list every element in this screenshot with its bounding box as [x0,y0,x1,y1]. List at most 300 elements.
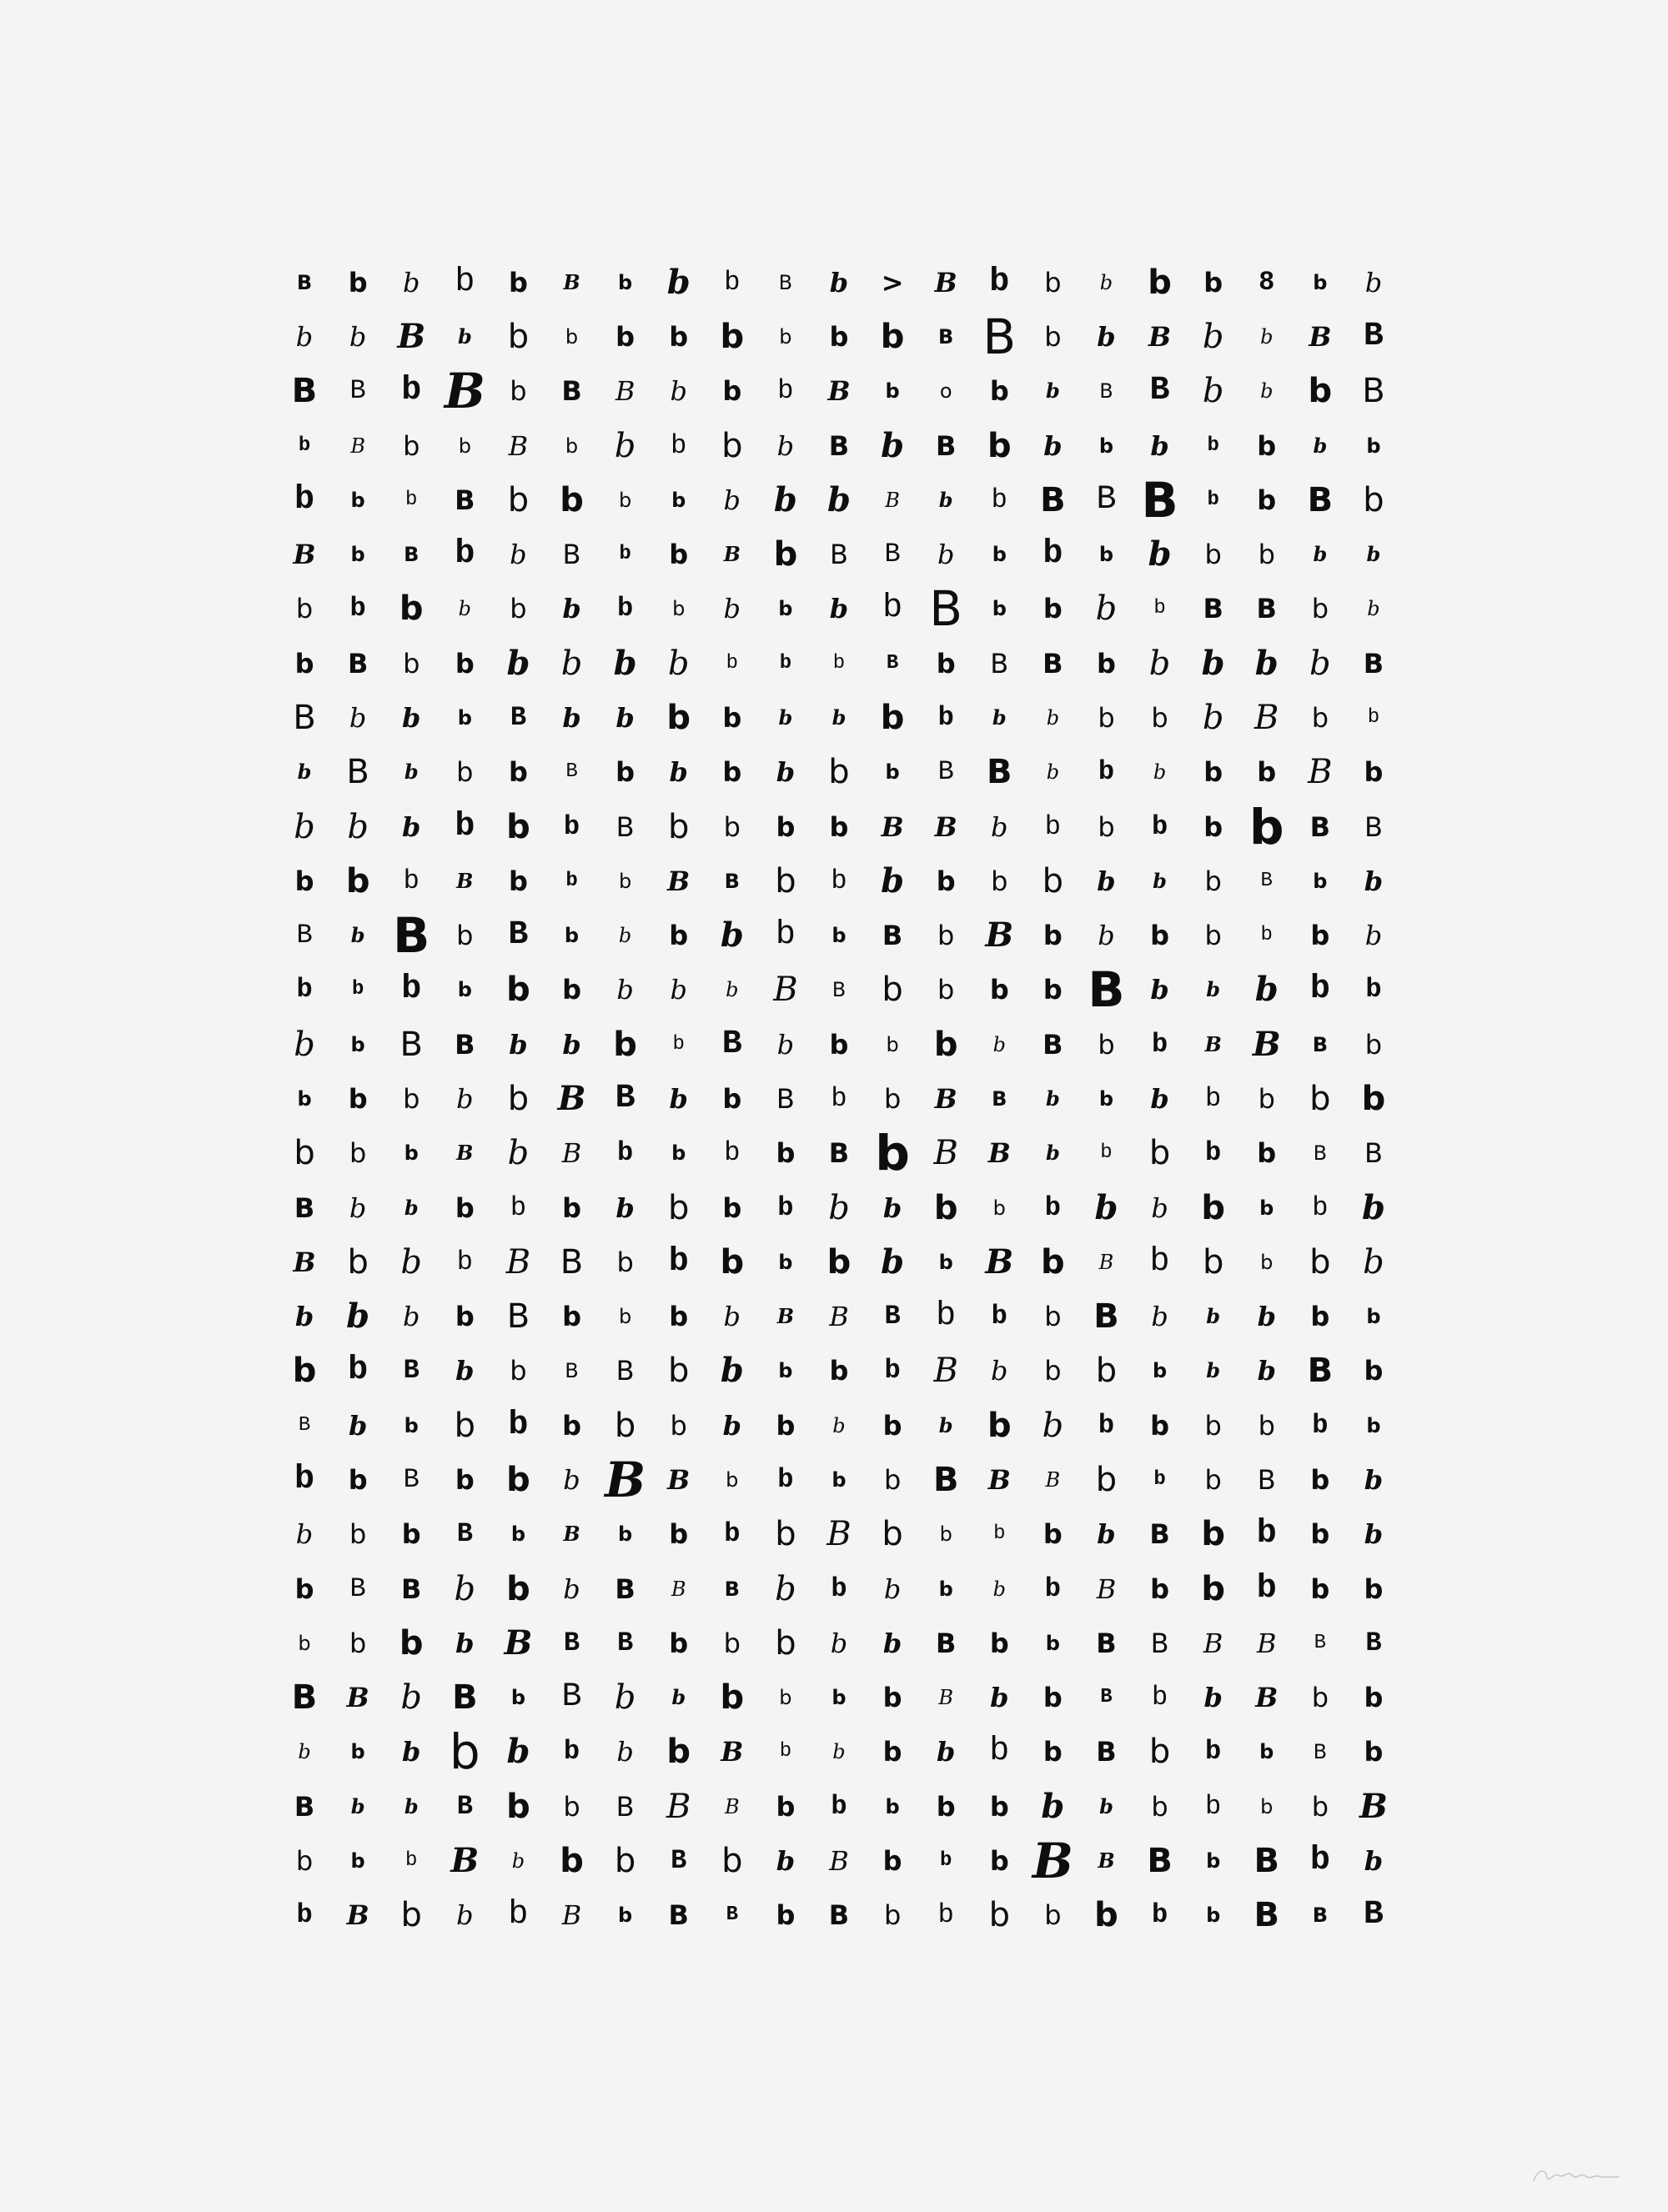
letter-glyph: B [1309,320,1332,353]
letter-glyph: b [832,1740,846,1764]
letter-glyph: B [1150,1627,1169,1659]
letter-glyph: b [672,1032,685,1056]
letter-glyph: B [1256,1627,1277,1659]
letter-glyph: b [882,1682,902,1714]
letter-glyph: b [669,1518,689,1551]
letter-glyph: b [720,1678,745,1718]
letter-glyph: b [615,756,636,789]
letter-glyph: B [615,1355,635,1387]
letter-glyph: B [1314,1631,1327,1654]
letter-glyph: b [1042,1736,1063,1768]
letter-glyph: B [561,1899,582,1932]
letter-glyph: B [987,1137,1011,1170]
letter-glyph: b [832,651,846,675]
letter-glyph: b [399,589,424,629]
letter-glyph: b [560,644,583,683]
letter-glyph: B [990,647,1009,680]
letter-glyph: b [829,1355,849,1387]
letter-glyph: b [508,266,528,298]
letter-glyph: b [1099,1793,1113,1818]
letter-glyph: b [1044,1301,1062,1333]
letter-glyph: b [294,1301,314,1333]
letter-glyph: b [562,1301,581,1333]
letter-glyph: b [724,266,741,298]
letter-glyph: B [557,1078,586,1118]
letter-glyph: b [403,647,420,680]
letter-glyph: B [393,907,430,965]
letter-glyph: B [560,1242,584,1282]
letter-glyph: b [562,1191,581,1224]
letter-glyph: B [346,1899,369,1932]
letter-glyph: b [886,1032,899,1056]
letter-glyph: B [985,915,1014,956]
letter-glyph: b [1202,317,1224,356]
letter-glyph: b [1095,1461,1118,1500]
letter-glyph: b [405,488,418,511]
letter-glyph: b [455,1464,475,1497]
letter-glyph: b [1308,372,1333,411]
letter-glyph: B [726,1904,738,1927]
letter-glyph: b [779,651,792,675]
letter-glyph: b [669,1301,689,1333]
letter-glyph: b [400,1896,422,1935]
letter-glyph: B [399,1025,423,1064]
letter-glyph: b [1257,1137,1277,1170]
letter-glyph: b [298,1740,311,1764]
letter-glyph: b [1201,1569,1225,1608]
letter-glyph: b [1310,1464,1330,1497]
letter-glyph: b [1098,701,1115,734]
letter-glyph: b [1098,1086,1114,1111]
letter-glyph: b [510,375,527,408]
letter-glyph: B [293,539,316,571]
letter-glyph: b [1151,1899,1168,1931]
letter-glyph: B [1096,1736,1117,1768]
letter-glyph: b [1258,1082,1275,1115]
letter-glyph: b [992,543,1007,567]
letter-glyph: b [1365,974,1382,1006]
letter-glyph: b [992,1577,1006,1601]
letter-glyph: b [507,1134,530,1173]
letter-glyph: B [828,429,850,462]
letter-glyph: b [668,1352,690,1391]
letter-glyph: B [929,580,963,638]
letter-glyph: b [618,1904,633,1928]
letter-glyph: b [776,1028,795,1061]
letter-glyph: b [349,1191,367,1224]
letter-glyph: b [457,978,472,1002]
letter-glyph: b [1364,1682,1384,1714]
letter-glyph: b [510,1522,526,1547]
letter-glyph: b [1152,1359,1168,1383]
letter-glyph: b [987,1406,1012,1445]
letter-glyph: b [508,1406,529,1444]
letter-glyph: b [1257,484,1277,516]
letter-glyph: b [1257,429,1277,462]
letter-glyph: b [1042,1518,1063,1551]
letter-glyph: b [1204,1464,1222,1497]
letter-glyph: b [404,1413,419,1437]
letter-glyph: b [671,429,687,461]
letter-glyph: b [1309,644,1331,683]
letter-glyph: B [505,1242,531,1282]
letter-glyph: b [989,1845,1009,1878]
letter-glyph: b [726,978,739,1002]
letter-glyph: b [778,705,793,730]
letter-glyph: B [932,1461,959,1500]
letter-glyph: b [563,1464,580,1497]
letter-glyph: B [563,269,580,294]
letter-glyph: b [507,1079,530,1118]
letter-glyph: b [672,597,686,621]
letter-glyph: b [618,488,632,512]
letter-glyph: B [1363,1896,1384,1934]
letter-glyph: b [506,1461,530,1500]
letter-glyph: B [563,1627,580,1658]
letter-glyph: b [1207,434,1219,457]
letter-glyph: b [295,1518,314,1551]
letter-glyph: b [1095,1352,1118,1391]
letter-glyph: b [720,1351,744,1391]
letter-glyph: b [670,1409,687,1442]
letter-glyph: b [1046,760,1060,785]
letter-glyph: b [1150,1572,1170,1605]
letter-glyph: b [937,701,954,733]
letter-glyph: B [508,916,529,955]
letter-glyph: B [776,1304,795,1329]
letter-glyph: b [1100,1141,1113,1165]
letter-glyph: b [614,1842,636,1881]
letter-glyph: B [935,429,957,462]
letter-glyph: B [1359,1786,1388,1826]
letter-glyph: B [1141,471,1178,529]
letter-glyph: B [605,1452,646,1509]
letter-glyph: b [1045,1631,1060,1655]
letter-glyph: b [506,1569,530,1608]
letter-glyph: b [618,270,633,294]
letter-glyph: b [831,1082,847,1114]
letter-glyph: b [350,1849,365,1873]
letter-glyph: B [565,760,578,784]
letter-glyph: B [1203,1627,1223,1659]
letter-glyph: b [668,1242,689,1281]
letter-glyph: B [562,539,581,571]
letter-glyph: B [886,651,899,675]
letter-glyph: b [1149,1242,1170,1281]
letter-glyph: b [991,865,1008,897]
letter-glyph: B [882,920,903,952]
letter-glyph: b [1204,539,1222,571]
letter-glyph: b [1312,1191,1329,1223]
letter-glyph: b [294,1134,315,1173]
letter-glyph: b [1153,597,1166,620]
letter-glyph: B [776,1082,795,1115]
letter-glyph: b [938,1250,953,1274]
letter-glyph: b [1098,810,1115,843]
letter-glyph: b [1313,869,1328,893]
letter-glyph: b [1309,1079,1331,1118]
letter-glyph: b [1148,1134,1171,1173]
letter-glyph: B [298,1413,311,1437]
letter-glyph: b [1257,1301,1276,1333]
letter-glyph: b [1364,1355,1384,1387]
letter-glyph: b [1151,810,1168,842]
letter-glyph: b [667,644,690,683]
letter-glyph: B [508,429,529,462]
letter-glyph: b [1202,1242,1224,1282]
letter-glyph: B [721,1025,742,1063]
letter-glyph: b [402,701,421,734]
letter-glyph: b [350,543,365,567]
letter-glyph: B [456,1141,474,1166]
letter-glyph: B [456,1518,473,1550]
letter-glyph: b [722,701,742,734]
letter-glyph: b [348,1464,368,1497]
letter-glyph: b [778,1250,793,1274]
letter-glyph: b [1311,1682,1329,1714]
letter-glyph: b [937,920,955,952]
letter-glyph: b [1364,1028,1383,1061]
letter-glyph: B [561,375,582,408]
letter-glyph: b [1313,542,1328,567]
letter-glyph: b [510,539,527,571]
letter-glyph: b [1310,1572,1330,1605]
letter-glyph: b [618,924,632,948]
letter-glyph: b [779,1686,792,1710]
letter-glyph: b [1150,920,1170,952]
letter-glyph: b [1204,865,1222,897]
letter-glyph: b [295,1845,314,1878]
letter-glyph: b [401,971,422,1009]
letter-glyph: B [615,1079,636,1117]
letter-glyph: B [666,1787,691,1826]
letter-glyph: b [1150,429,1169,462]
letter-glyph: b [882,1409,902,1442]
letter-glyph: b [777,1464,794,1496]
letter-glyph: B [884,539,901,570]
letter-glyph: b [618,869,632,893]
letter-glyph: b [671,1685,686,1710]
letter-glyph: b [1311,701,1329,734]
letter-glyph: B [1040,480,1066,519]
letter-glyph: B [778,270,793,294]
letter-glyph: b [1042,1406,1064,1445]
letter-glyph: b [454,1569,476,1608]
letter-glyph: b [773,479,797,519]
letter-glyph: b [666,1733,691,1772]
letter-glyph: b [1310,1518,1330,1551]
letter-glyph: B [937,756,954,788]
letter-glyph: b [345,861,370,900]
letter-glyph: b [1044,1899,1062,1932]
letter-glyph: b [775,1623,796,1663]
letter-glyph: b [989,263,1010,301]
letter-glyph: b [455,647,475,680]
letter-glyph: b [666,698,691,737]
letter-glyph: b [831,1572,847,1604]
letter-glyph: b [776,1899,796,1932]
letter-glyph: B [724,1794,740,1818]
letter-glyph: b [936,865,956,897]
letter-glyph: b [618,1305,632,1329]
letter-glyph: b [1042,920,1063,952]
letter-glyph: b [1260,379,1274,404]
letter-glyph: b [506,643,530,683]
letter-glyph: b [562,1028,581,1061]
letter-glyph: b [1364,1736,1384,1768]
letter-glyph: b [294,1572,314,1605]
letter-glyph: B [452,1678,478,1718]
letter-glyph: B [830,539,848,571]
letter-glyph: b [506,1787,530,1826]
letter-glyph: b [1044,1572,1061,1604]
letter-glyph: b [1260,324,1274,349]
letter-glyph: b [1098,434,1114,458]
letter-glyph: b [1309,1242,1331,1282]
letter-glyph: b [1361,1079,1386,1118]
letter-glyph: b [723,1301,741,1333]
letter-glyph: B [826,1515,852,1554]
letter-glyph: B [1256,593,1277,625]
letter-glyph: b [829,593,849,625]
letter-glyph: b [885,379,900,404]
letter-glyph: b [938,487,953,512]
letter-glyph: b [295,320,314,353]
letter-glyph: b [937,539,955,571]
letter-glyph: b [670,375,687,408]
letter-glyph: B [450,1841,480,1881]
letter-glyph: B [934,1082,957,1115]
letter-glyph: b [1364,756,1384,789]
letter-glyph: b [775,861,796,900]
letter-glyph: b [348,266,368,298]
letter-glyph: b [507,480,530,519]
letter-glyph: B [992,1086,1007,1111]
letter-glyph: b [669,539,689,571]
letter-glyph: b [1203,810,1223,843]
letter-glyph: B [773,971,798,1010]
letter-glyph: b [351,978,364,1001]
letter-glyph: b [350,1032,365,1056]
letter-glyph: b [1151,1028,1168,1060]
letter-glyph: b [883,1082,902,1115]
letter-glyph: b [1041,1786,1065,1826]
letter-glyph: b [1205,1790,1222,1822]
letter-glyph: b [933,1025,958,1064]
letter-glyph: B [615,810,635,843]
letter-glyph: B [291,1678,318,1718]
letter-glyph: b [1364,920,1383,952]
letter-glyph: b [1364,1518,1384,1551]
letter-glyph: b [777,1191,794,1223]
letter-glyph: B [1313,1141,1328,1166]
letter-glyph: b [1256,1515,1277,1553]
letter-glyph: b [348,1082,368,1115]
letter-glyph: b [1259,1196,1274,1220]
letter-glyph: B [347,647,369,680]
letter-glyph: b [885,760,900,785]
letter-glyph: B [1096,1627,1117,1659]
letter-glyph: b [989,1627,1009,1659]
letter-glyph: b [1309,1842,1330,1880]
letter-glyph: B [1088,961,1125,1019]
letter-glyph: b [720,915,744,956]
letter-glyph: b [405,1849,418,1873]
letter-glyph: b [938,1412,953,1437]
letter-glyph: b [1203,1682,1223,1714]
letter-glyph: b [882,1627,902,1659]
letter-glyph: b [1044,810,1061,842]
letter-glyph: b [404,1141,419,1166]
letter-glyph: b [1367,705,1380,729]
letter-glyph: b [937,1899,954,1931]
letter-glyph: b [619,543,631,566]
letter-glyph: b [1311,1790,1329,1823]
letter-glyph: b [458,434,471,458]
letter-glyph: b [828,1188,850,1227]
letter-glyph: b [829,1028,849,1061]
letter-glyph: B [1307,480,1334,519]
letter-glyph: b [777,375,794,407]
letter-glyph: b [987,426,1012,465]
letter-glyph: b [1201,1188,1225,1227]
letter-glyph: b [1205,1082,1222,1114]
letter-glyph: b [1366,1305,1381,1329]
letter-glyph: B [510,701,527,733]
letter-glyph: B [403,1464,420,1496]
letter-glyph: B [667,1464,691,1497]
letter-glyph: b [613,643,637,683]
letter-glyph: b [1205,1736,1222,1768]
letter-glyph: b [1364,865,1384,897]
letter-glyph: b [669,1082,688,1115]
letter-glyph: B [293,1246,316,1278]
letter-glyph: B [403,1355,420,1387]
letter-glyph: B [1364,810,1383,843]
letter-glyph: b [510,1355,527,1387]
letter-glyph: b [939,1849,952,1873]
letter-glyph: b [1046,705,1060,730]
letter-glyph: b [1260,1794,1274,1818]
letter-glyph: B [456,1790,473,1822]
letter-glyph: B [1042,1028,1063,1061]
letter-glyph: b [403,429,420,462]
letter-glyph: B [934,266,957,298]
letter-glyph: b [616,1246,634,1278]
letter-glyph: b [882,1736,902,1768]
letter-glyph: b [510,1686,526,1710]
letter-glyph: b [1098,756,1115,788]
letter-glyph: B [938,1686,953,1710]
letter-glyph: b [348,1409,368,1442]
letter-glyph: B [456,868,474,893]
letter-glyph: b [1313,270,1328,294]
letter-glyph: b [831,1468,847,1492]
letter-glyph: B [404,543,420,567]
letter-glyph: b [1097,647,1116,680]
letter-glyph: b [992,597,1007,621]
letter-glyph: B [1098,1848,1115,1873]
letter-glyph: B [1252,1024,1281,1064]
letter-glyph: B [1260,869,1273,892]
letter-glyph: B [828,1137,850,1170]
letter-glyph: B [444,363,485,420]
letter-glyph: B [1045,1468,1061,1492]
letter-glyph: b [831,865,847,896]
letter-glyph: b [831,1686,847,1710]
letter-glyph: B [829,1301,849,1333]
letter-glyph: b [882,1845,902,1878]
